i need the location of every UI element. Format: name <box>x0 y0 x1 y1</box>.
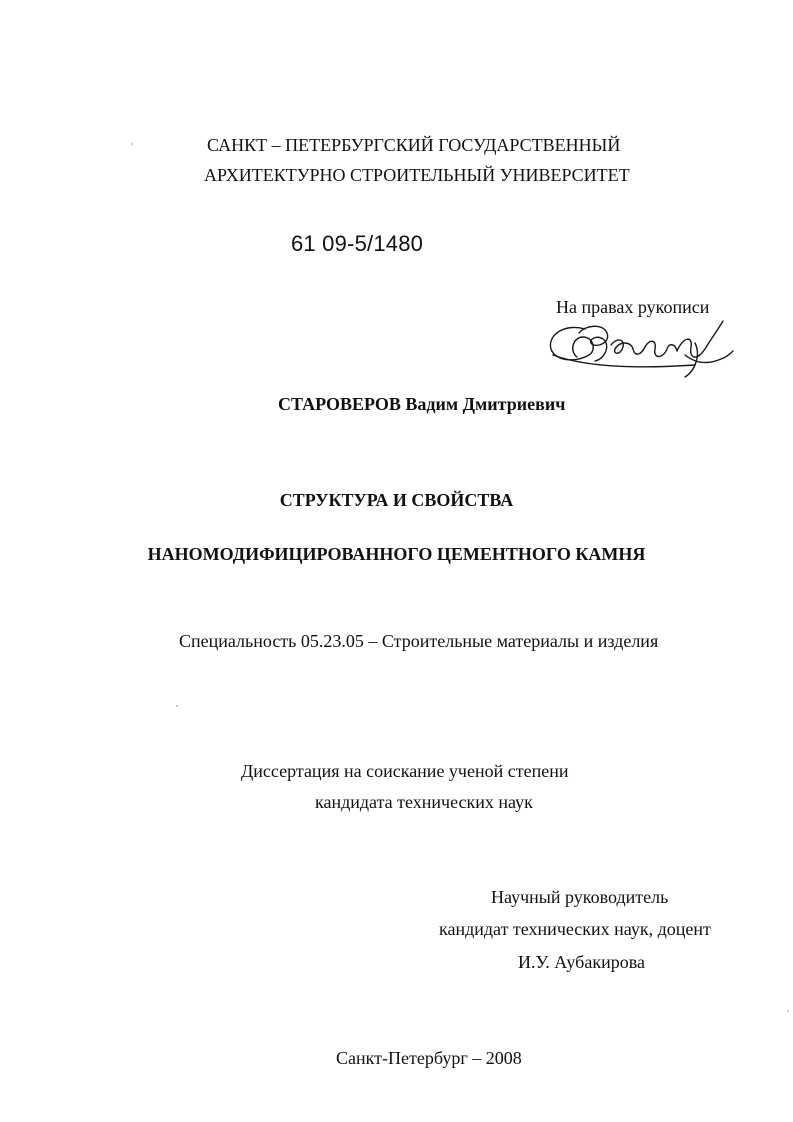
degree-statement-line-1: Диссертация на соискание ученой степени <box>241 761 569 781</box>
supervisor-degree: кандидат технических наук, доцент <box>439 919 711 939</box>
scan-speck <box>131 143 133 145</box>
scan-speck <box>787 1010 789 1012</box>
place-and-year: Санкт-Петербург – 2008 <box>336 1048 522 1068</box>
supervisor-heading: Научный руководитель <box>491 887 669 907</box>
degree-statement-line-2: кандидата технических наук <box>315 792 533 812</box>
archive-number: 61 09-5/1480 <box>291 231 424 256</box>
university-name-line-1: САНКТ – ПЕТЕРБУРГСКИЙ ГОСУДАРСТВЕННЫЙ <box>207 135 621 155</box>
dissertation-title-line-2: НАНОМОДИФИЦИРОВАННОГО ЦЕМЕНТНОГО КАМНЯ <box>147 544 646 564</box>
specialty: Специальность 05.23.05 – Строительные материалы и изделия <box>179 631 659 651</box>
signature-icon <box>545 315 735 380</box>
supervisor-name: И.У. Аубакирова <box>518 952 645 972</box>
manuscript-rights-note: На правах рукописи <box>556 297 710 317</box>
university-name-line-2: АРХИТЕКТУРНО СТРОИТЕЛЬНЫЙ УНИВЕРСИТЕТ <box>204 165 630 185</box>
scan-speck <box>176 705 178 707</box>
author-name: СТАРОВЕРОВ Вадим Дмитриевич <box>278 394 566 414</box>
dissertation-title-line-1: СТРУКТУРА И СВОЙСТВА <box>279 490 514 510</box>
